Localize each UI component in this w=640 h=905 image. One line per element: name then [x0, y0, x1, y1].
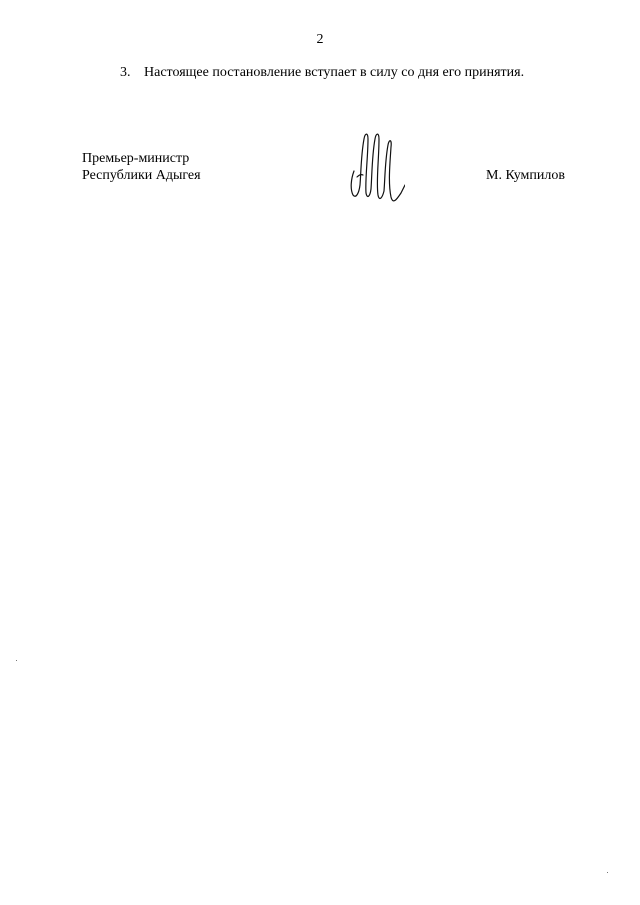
paragraph-text: Настоящее постановление вступает в силу со дня его принятия.: [144, 65, 525, 80]
page-number: 2: [316, 32, 324, 47]
signatory-name: М. Кумпилов: [486, 168, 565, 183]
scan-speck: [16, 660, 17, 661]
signatory-title: [82, 150, 201, 184]
scan-speck: [607, 872, 608, 873]
handwritten-signature: [345, 127, 405, 209]
signatory-title-line-2: Республики Адыгея: [82, 168, 201, 183]
signatory-title-line-1: Премьер-министр: [82, 151, 190, 166]
paragraph-number: 3.: [120, 65, 131, 80]
paragraph-3: [120, 64, 600, 82]
